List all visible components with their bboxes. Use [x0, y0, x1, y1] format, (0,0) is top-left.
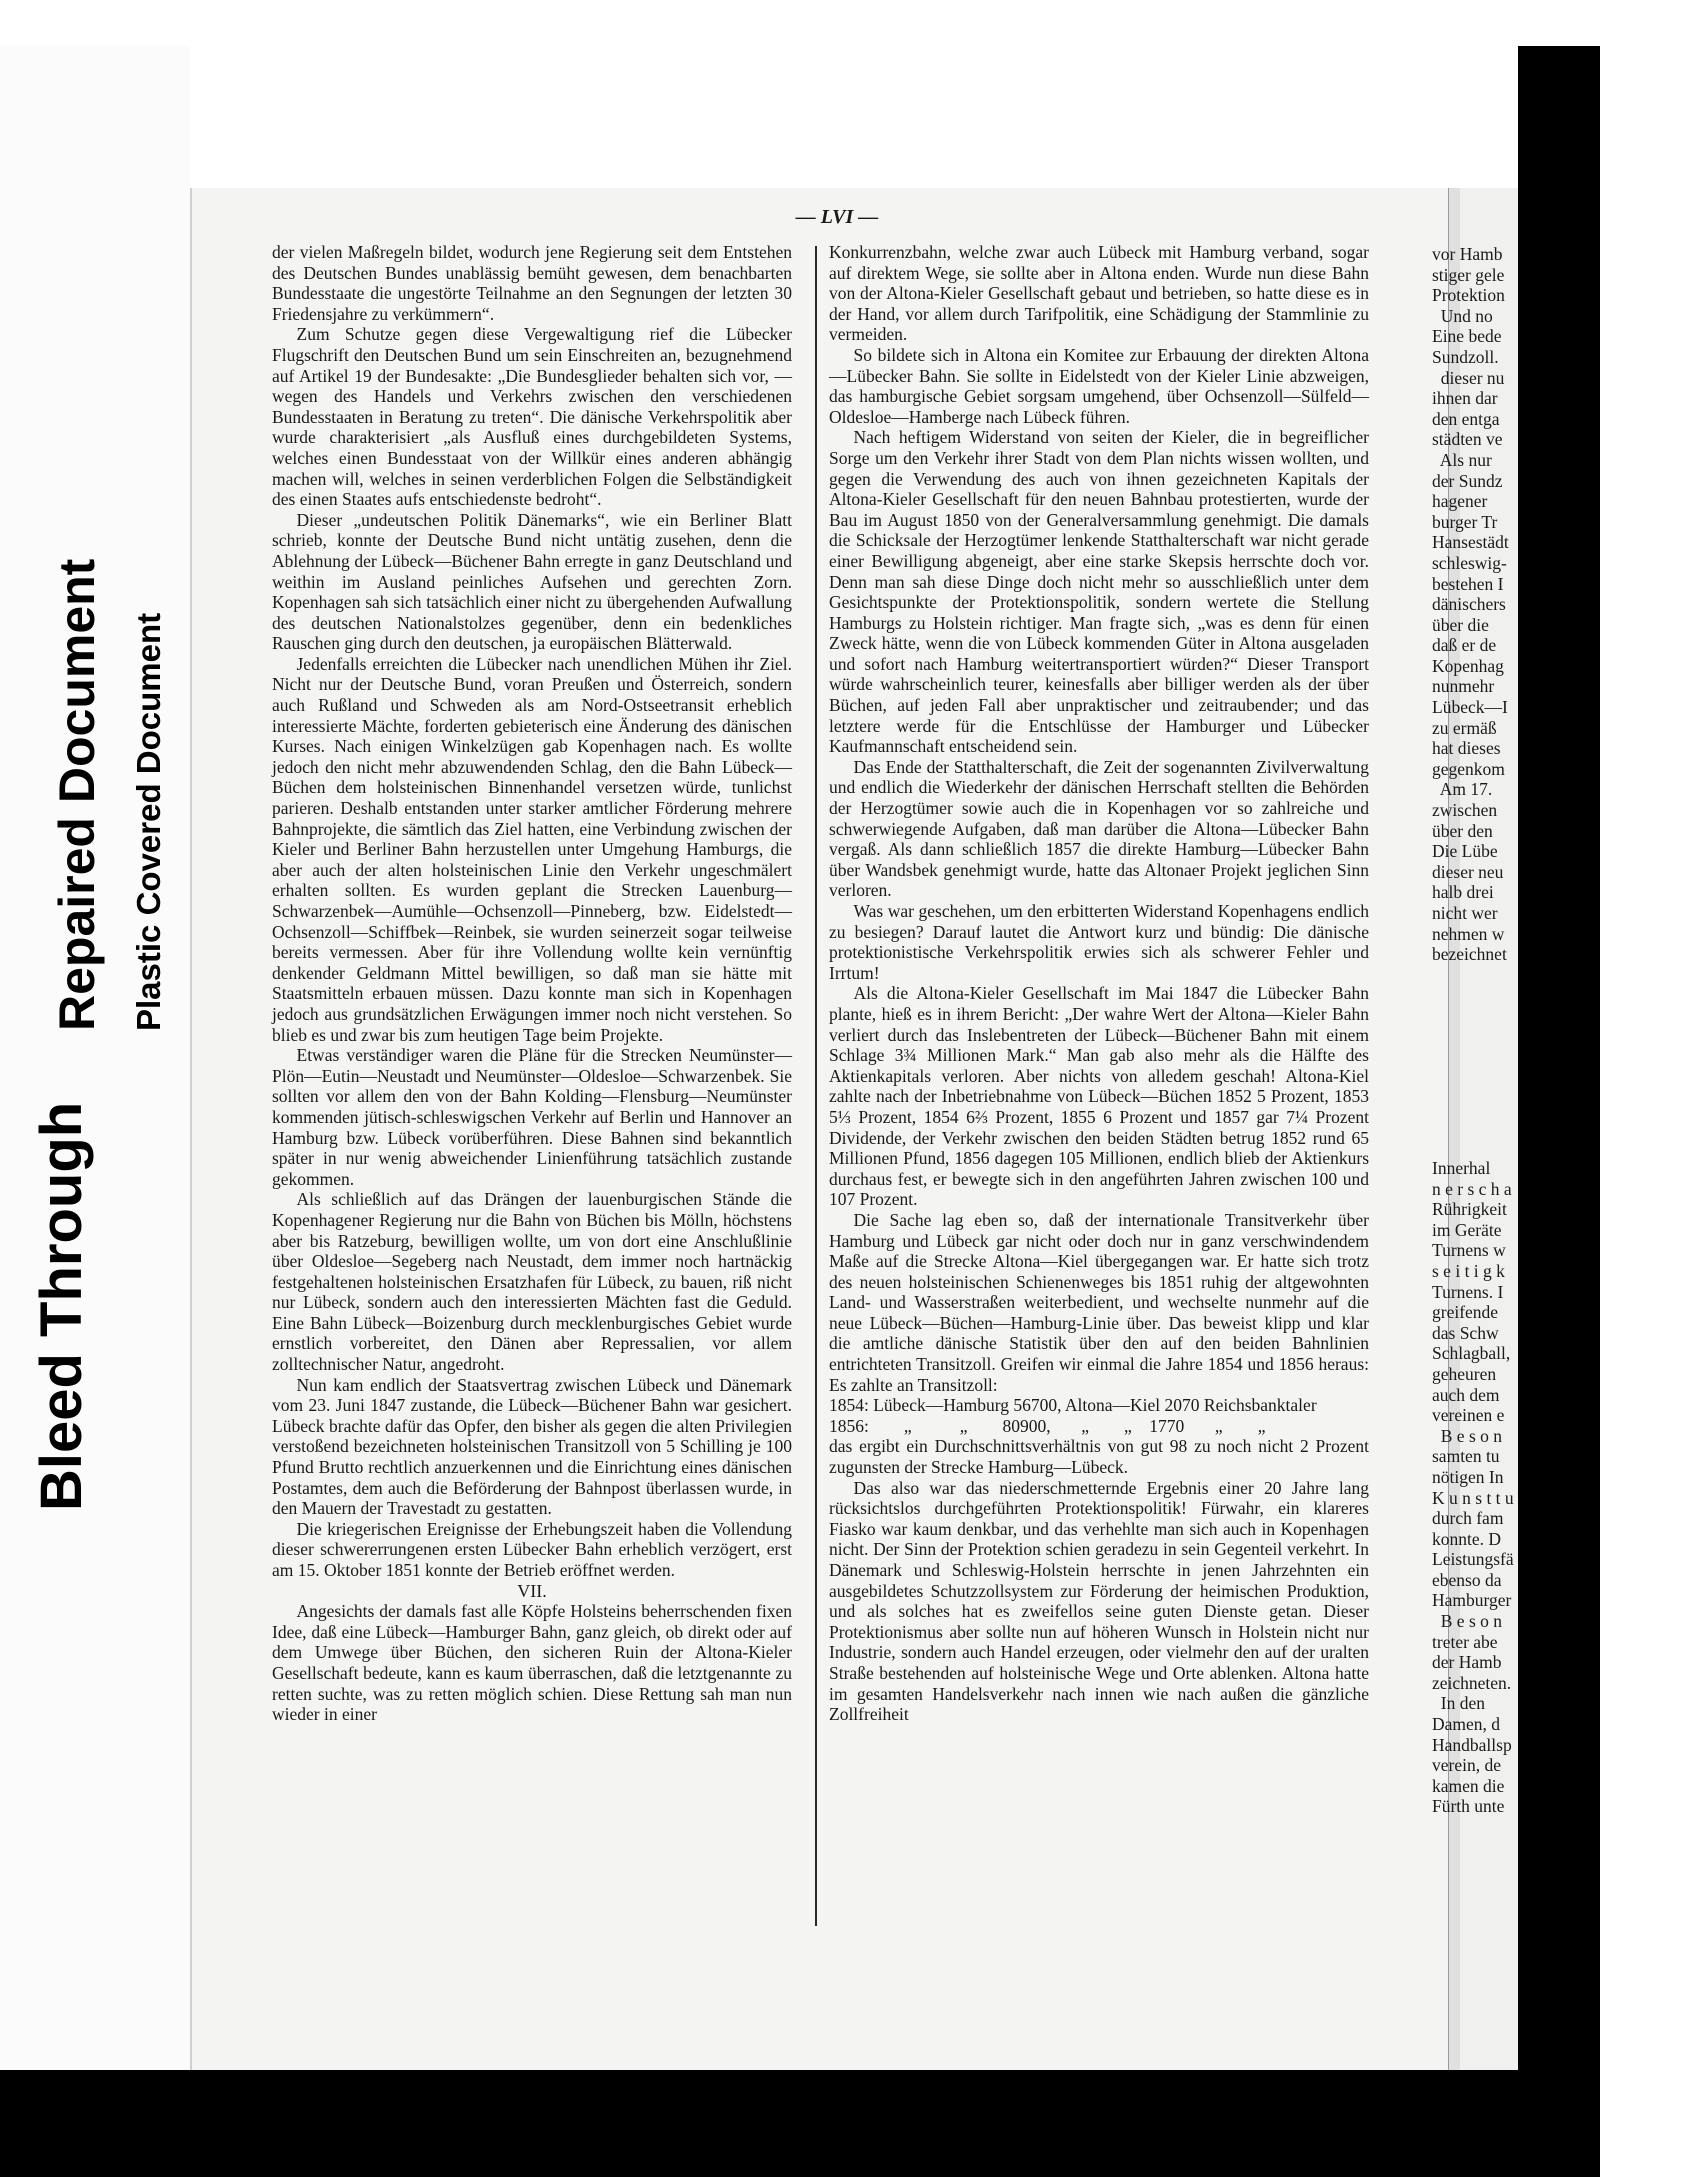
paragraph: Nach heftigem Widerstand von seiten der Kieler, die in begreiflicher Sorge um den Verkehr ihrer Stadt von dem Plan nichts wissen wollten, und gegen die Verwendung des auch von ihnen gezeichneten Kapitals der Altona-Kieler Gesellschaft für den neuen Bahnbau protestierten, wurde der Bau im August 1850 von der Generalversammlung genehmigt. Die damals die Schicksale der Herzogtümer lenkende Statthalterschaft war nicht gerade einer Bewilligung abgeneigt, aber eine starke Skepsis herrschte doch vor. Denn man sah diese Dinge doch nicht mehr so ausschließlich unter dem Gesichtspunkte der Protektionspolitik, sondern wertete die Stellung Hamburgs zu Holstein richtiger. Man fragte sich, „was es denn für einen Zweck hätte, wenn die von Lübeck kommenden Güter in Altona ausgeladen und sofort nach Hamburg weitertransportiert würden?“ Dieser Transport würde wahrscheinlich teurer, keinesfalls aber billiger werden als der über Büchen, auf jeden Fall aber unpraktischer und zeitraubender; und das letztere werde für die Entschlüsse der Hamburger und Lübecker Kaufmannschaft entscheidend sein. [829, 427, 1369, 757]
paragraph: So bildete sich in Altona ein Komitee zur Erbauung der direkten Altona—Lübecker Bahn. Sie sollte in Eidelstedt von der Kieler Linie abzweigen, das hamburgische Gebiet sorgsam umgehend, über Ochsenzoll—Sülfeld—Oldesloe—Hamberge nach Lübeck führen. [829, 344, 1369, 427]
page-number: — LVI — [795, 206, 879, 228]
paragraph: Konkurrenzbahn, welche zwar auch Lübeck mit Hamburg verband, sogar auf direktem Wege, sie sollte aber in Altona enden. Wurde nun diese Bahn von der Altona-Kieler Gesellschaft gebaut und betrieben, so hatte diese es in der Hand, vor allem durch Tarifpolitik, eine Schädigung der Stammlinie zu vermeiden. [829, 242, 1369, 345]
label-strip [0, 46, 190, 2070]
paragraph: Angesichts der damals fast alle Köpfe Holsteins beherrschenden fixen Idee, daß eine Lübeck—Hamburger Bahn, ganz gleich, ob direkt oder auf dem Umwege über Büchen, den sicheren Ruin der Altona-Kieler Gesellschaft bedeute, kann es kaum überraschen, daß die letztgenannte zu retten suchte, was zu retten möglich schien. Diese Rettung sah man nun wieder in einer [272, 1601, 792, 1725]
column-divider [815, 246, 817, 1926]
paragraph: Als schließlich auf das Drängen der lauenburgischen Stände die Kopenhagener Regierung nur die Bahn von Büchen bis Mölln, höchstens aber bis Ratzeburg, bewilligen wollte, um von dort eine Anschlußlinie über Oldesloe—Segeberg nach Neustadt, dem immer noch hartnäckig festgehaltenen holsteinischen Ersatzhafen für Lübeck, zu bauen, riß nicht nur Lübeck, sondern auch den interessierten Mächten fast die Geduld. Eine Bahn Lübeck—Boizenburg durch mecklenburgisches Gebiet wurde ernstlich vorbereitet, den Dänen aber Repressalien, vor allem zolltechnischer Natur, angedroht. [272, 1189, 792, 1375]
plastic-covered-label: Plastic Covered Document [130, 612, 167, 1031]
transit-table-row: 1856: „ „ 80900, „ „ 1770 „ „ [829, 1415, 1266, 1436]
adjacent-page-fragment [1432, 188, 1518, 2070]
paragraph: Die Sache lag eben so, daß der internationale Transitverkehr über Hamburg und Lübeck gar nicht oder doch nur in ganz verschwindendem Maße auf die Strecke Altona—Kiel übergegangen war. Er hatte sich trotz des neuen holsteinischen Schienenweges bis 1851 ruhig der altgewohnten Land- und Wasserstraßen weiterbedient, und wechselte nunmehr auf die neue Lübeck—Büchen—Hamburg-Linie über. Das beweist klipp und klar die amtliche dänische Statistik über den auf den beiden Bahnlinien entrichteten Transitzoll. Greifen wir einmal die Jahre 1854 und 1856 heraus: Es zahlte an Transitzoll: [829, 1209, 1369, 1395]
scan-border-bottom [0, 2070, 1600, 2177]
top-margin [0, 0, 1600, 46]
paragraph: Jedenfalls erreichten die Lübecker nach unendlichen Mühen ihr Ziel. Nicht nur der Deutsche Bund, voran Preußen und Österreich, sondern auch Rußland und Schweden als am Nord-Ostseetransit erheblich interessierte Mächte, forderten gebieterisch eine Änderung des dänischen Kurses. Nach einigen Winkelzügen gab Kopenhagen nach. Es wollte jedoch den nicht mehr abzuwendenden Schlag, den die Bahn Lübeck—Büchen dem holsteinischen Binnenhandel versetzen würde, tunlichst parieren. Deshalb entstanden unter starker amtlicher Förderung mehrere Bahnprojekte, die sämtlich das Ziel hatten, eine Verbindung zwischen der Kieler und Berliner Bahn herzustellen unter Umgehung Hamburgs, die aber auch der alten holsteinischen Linie den Verkehr ungeschmälert erhalten sollten. Es wurden geplant die Strecken Lauenburg—Schwarzenbek—Aumühle—Ochsenzoll—Pinneberg, bzw. Eidelstedt—Ochsenzoll—Schiffbek—Reinbek, sie wurden seinerzeit sogar teilweise bereits vermessen. Aber für ihre Vollendung wollte kein vernünftig denkender Geldmann Mittel bewilligen, so daß man sie hätte mit Staatsmitteln erbauen müssen. Dazu konnte man sich in Kopenhagen jedoch aus grundsätzlichen Erwägungen immer noch nicht verstehen. So blieb es und zwar bis zum heutigen Tage beim Projekte. [272, 653, 792, 1045]
left-column [272, 242, 792, 1725]
repaired-document-label: Repaired Document [49, 558, 105, 1031]
transit-table-row: 1854: Lübeck—Hamburg 56700, Altona—Kiel 2070 Reichsbanktaler [829, 1395, 1317, 1416]
paragraph: Zum Schutze gegen diese Vergewaltigung rief die Lübecker Flugschrift den Deutschen Bund um sein Einschreiten an, bezugnehmend auf Artikel 19 der Bundesakte: „Die Bundesglieder behalten sich vor, — wegen des Handels und Verkehrs zwischen den verschiedenen Bundesstaaten in Beratung zu treten“. Die dänische Verkehrspolitik aber wurde charakterisiert „als Ausfluß eines durchgebildeten Systems, welches einen Bundesstaat von der Willkür eines anderen abhängig machen will, welches in seinen verderblichen Folgen die Selbständigkeit des einen Staates aufs entschiedenste bedroht“. [272, 324, 792, 510]
adjacent-page-text-lower: Innerhal n e r s c h a Rührigkeit im Geräte Turnens w s e i t i g k Turnens. I greifende das Schw Schlagball, geheuren auch dem vereinen e B e s o n samten tu nötigen In K u n s t t u durch fam konnte. D Leistungsfä ebenso da Hamburger B e s o n treter abe der Hamb zeichneten. In den Damen, d Handballsp verein, de kamen die Fürth unte [1432, 1158, 1514, 1817]
bleed-through-label: Bleed Through [29, 1101, 94, 1511]
paragraph: Das also war das niederschmetternde Ergebnis einer 20 Jahre lang rücksichtslos durchgeführten Protektionspolitik! Fürwahr, ein klareres Fiasko war kaum denkbar, und das verhehlte man sich auch in Kopenhagen nicht. Der Sinn der Protektion schien geradezu in sein Gegenteil verkehrt. In Dänemark und Schleswig-Holstein herrschte in jenen Jahrzehnten ein ausgebildetes Schutzzollsystem zur Förderung der heimischen Produktion, und als solches hat es zweifellos seine guten Dienste getan. Dieser Protektionismus aber sollte nun auf höheren Wunsch in Holstein nicht nur Industrie, sondern auch Handel erzeugen, oder vielmehr den auf der uralten Straße bestehenden auf holsteinische Wege und Orte ablenken. Altona hatte im gesamten Handelsverkehr nach innen wie nach außen die gänzliche Zollfreiheit [829, 1477, 1369, 1725]
paragraph: das ergibt ein Durchschnittsverhältnis von gut 98 zu noch nicht 2 Prozent zugunsten der Strecke Hamburg—Lübeck. [829, 1436, 1369, 1478]
paragraph: Was war geschehen, um den erbitterten Widerstand Kopenhagens endlich zu besiegen? Darauf lautet die Antwort kurz und bündig: Die dänische protektionistische Verkehrspolitik erwies sich als schwerer Fehler und Irrtum! [829, 901, 1369, 983]
right-column [829, 242, 1369, 1725]
paragraph: Dieser „undeutschen Politik Dänemarks“, wie ein Berliner Blatt schrieb, konnte der Deutsche Bund nicht untätig zusehen, denn die Ablehnung der Lübeck—Büchener Bahn erregte in ganz Deutschland und weithin im Ausland peinliches Aufsehen und gerechten Zorn. Kopenhagen sah sich tatsächlich einer nicht zu übergehenden Aufwallung des deutschen Nationalstolzes gegenüber, denn ein bedenkliches Rauschen ging durch den deutschen, ja europäischen Blätterwald. [272, 509, 792, 654]
paragraph: Die kriegerischen Ereignisse der Erhebungszeit haben die Vollendung dieser schwererrungenen ersten Lübecker Bahn erheblich verzögert, erst am 15. Oktober 1851 konnte der Betrieb eröffnet werden. [272, 1518, 792, 1580]
paragraph: der vielen Maßregeln bildet, wodurch jene Regierung seit dem Entstehen des Deutschen Bundes unablässig bemüht gewesen, dem benachbarten Bundesstaate die ungestörte Teilnahme an den Segnungen der letzten 30 Friedensjahre zu verkümmern“. [272, 242, 792, 324]
paragraph: Als die Altona-Kieler Gesellschaft im Mai 1847 die Lübecker Bahn plante, hieß es in ihrem Bericht: „Der wahre Wert der Altona—Kieler Bahn verliert durch das Inslebentreten der Lübeck—Büchener Bahn mit einem Schlage 3¾ Millionen Mark.“ Man gab also mehr als die Hälfte des Aktienkapitals verloren. Aber nichts von alledem geschah! Altona-Kiel zahlte nach der Inbetriebnahme von Lübeck—Büchen 1852 5 Prozent, 1853 5⅓ Prozent, 1854 6⅔ Prozent, 1855 6 Prozent und 1857 gar 7¼ Prozent Dividende, der Verkehr zwischen den beiden Städten betrug 1852 rund 65 Millionen Pfund, 1856 dagegen 105 Millionen, endlich blieb der Aktienkurs durchaus fest, er bewegte sich in den angeführten Jahren zwischen 100 und 107 Prozent. [829, 983, 1369, 1210]
section-heading: VII. [517, 1580, 547, 1601]
paragraph: Etwas verständiger waren die Pläne für die Strecken Neumünster—Plön—Eutin—Neustadt und Neumünster—Oldesloe—Schwarzenbek. Sie sollten vor allem den von der Bahn Kolding—Flensburg—Neumünster kommenden jütisch-schleswigschen Verkehr auf Berlin und Hannover an Hamburg bzw. Lübeck vorüberführen. Diese Bahnen sind bekanntlich später in nur wenig abweichender Linienführung tatsächlich zustande gekommen. [272, 1045, 792, 1189]
paragraph: Das Ende der Statthalterschaft, die Zeit der sogenannten Zivilverwaltung und endlich die Wiederkehr der dänischen Herrschaft stellten die Behörden der Herzogtümer sowie auch die in Kopenhagen vor so zahlreiche und schwerwiegende Aufgaben, daß man darüber die Altona—Lübecker Bahn vergaß. Als dann schließlich 1857 die direkte Hamburg—Lübecker Bahn über Wandsbek genehmigt wurde, hatte das Altonaer Projekt jeglichen Sinn verloren. [829, 756, 1369, 901]
scanned-page [190, 188, 1460, 2070]
scan-border-right [1518, 46, 1600, 2070]
adjacent-page-text-upper: vor Hamb stiger gele Protektion Und no Eine bede Sundzoll. dieser nu ihnen dar den entga städten ve Als nur der Sundz hagener burger Tr Hansestädt schleswig- bestehen I dänischers über die daß er de Kopenhag nunmehr Lübeck—I zu ermäß hat dieses gegenkom Am 17. zwischen über den Die Lübe dieser neu halb drei nicht wer nehmen w bezeichnet [1432, 244, 1509, 965]
paragraph: Nun kam endlich der Staatsvertrag zwischen Lübeck und Dänemark vom 23. Juni 1847 zustande, die Lübeck—Büchener Bahn war gesichert. Lübeck brachte dafür das Opfer, den bisher als gegen die alten Privilegien verstoßend bezeichneten holsteinischen Transitzoll von 5 Schilling je 100 Pfund Brutto rechtlich anzuerkennen und die Einrichtung eines dänischen Postamtes, dem auch die Beförderung der Bahnpost überlassen wurde, in den Mauern der Travestadt zu gestatten. [272, 1374, 792, 1519]
